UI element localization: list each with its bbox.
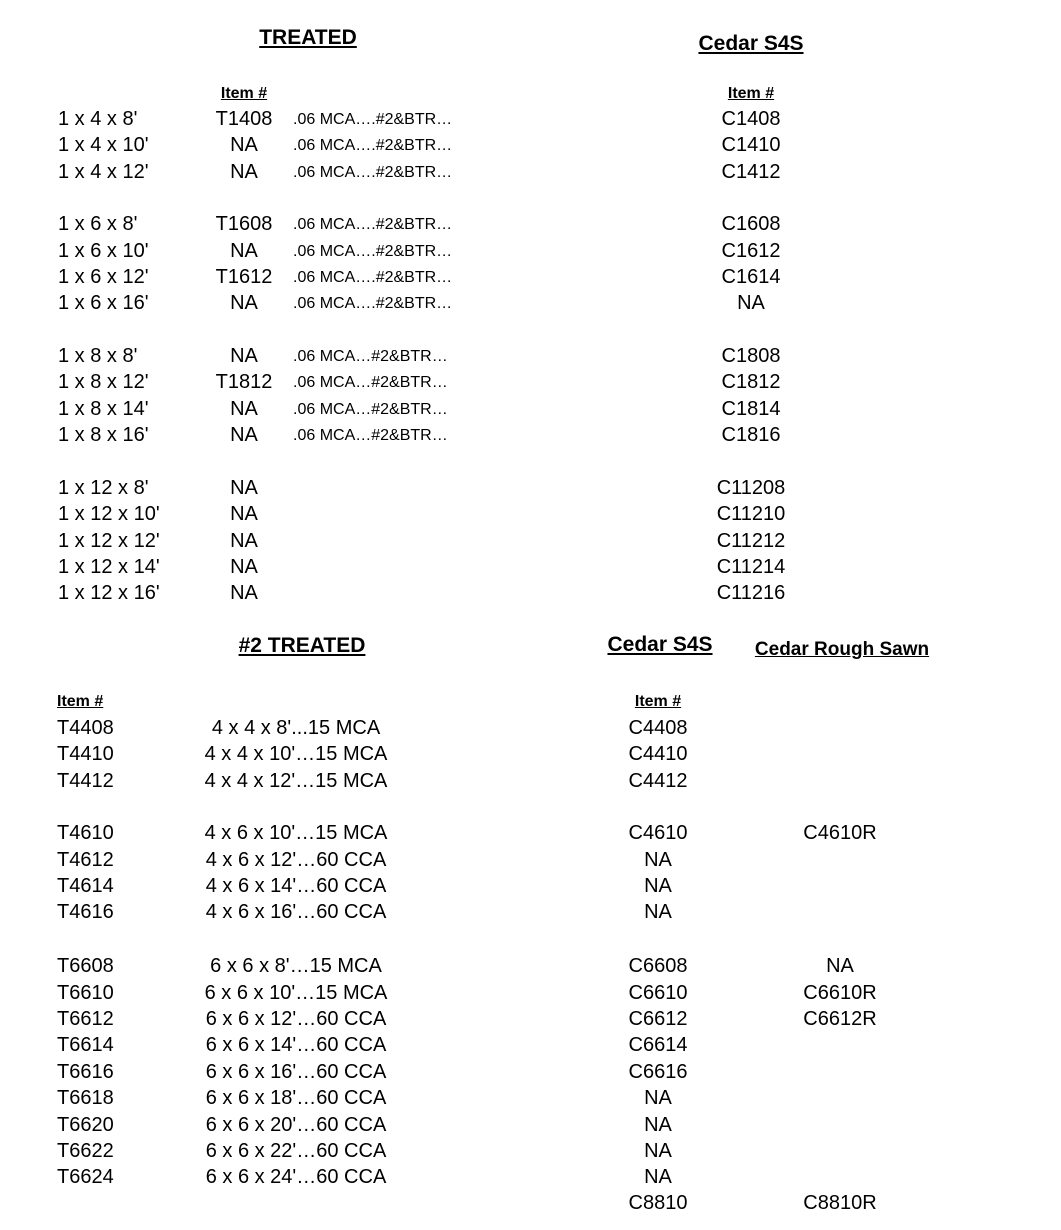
post-cedar-item-cell: C6608 (628, 955, 688, 977)
cedar-item-cell: C1614 (721, 266, 781, 288)
treated-size-cell: 1 x 12 x 16' (58, 582, 160, 604)
post-item-cell: T6624 (57, 1166, 114, 1188)
treated-item-cell: NA (230, 240, 258, 262)
post-description-cell: 4 x 4 x 10'…15 MCA (204, 743, 388, 765)
treated-size-cell: 1 x 12 x 12' (58, 530, 160, 552)
post-description-cell: 4 x 6 x 10'…15 MCA (204, 822, 388, 844)
post-item-cell: T6618 (57, 1087, 114, 1109)
post-cedar-item-number-header: Item # (634, 693, 682, 710)
post-item-cell: T6612 (57, 1008, 114, 1030)
post-cedar-item-cell: NA (644, 1166, 672, 1188)
treated-item-cell: NA (230, 530, 258, 552)
treated-size-cell: 1 x 6 x 12' (58, 266, 149, 288)
post-item-cell: T6616 (57, 1061, 114, 1083)
treated-size-cell: 1 x 8 x 14' (58, 398, 149, 420)
treated-item-cell: NA (230, 556, 258, 578)
post-item-cell: T4612 (57, 849, 114, 871)
treated-description-cell: .06 MCA…#2&BTR… (293, 374, 448, 391)
treated-item-cell: NA (230, 345, 258, 367)
treated-description-cell: .06 MCA…#2&BTR… (293, 348, 448, 365)
treated-description-cell: .06 MCA….#2&BTR… (293, 164, 453, 181)
post-cedar-item-cell: C6610 (628, 982, 688, 1004)
post-cedar-item-cell: C8810 (628, 1192, 688, 1214)
post-cedar-item-cell: NA (644, 1140, 672, 1162)
cedar-item-cell: C1816 (721, 424, 781, 446)
post-item-cell: T6608 (57, 955, 114, 977)
treated-item-cell: NA (230, 503, 258, 525)
post-cedar-item-cell: C6616 (628, 1061, 688, 1083)
post-cedar-item-cell: C6612 (628, 1008, 688, 1030)
cedar-item-cell: C1608 (721, 213, 781, 235)
treated-size-cell: 1 x 4 x 8' (58, 108, 138, 130)
treated-item-cell: NA (230, 161, 258, 183)
treated-item-cell: T1612 (215, 266, 273, 288)
treated-description-cell: .06 MCA…#2&BTR… (293, 427, 448, 444)
cedar-s4s-title: Cedar S4S (698, 32, 804, 55)
cedar-item-cell: C11208 (716, 477, 786, 499)
post-item-cell: T6622 (57, 1140, 114, 1162)
treated-description-cell: .06 MCA….#2&BTR… (293, 137, 453, 154)
treated-size-cell: 1 x 4 x 12' (58, 161, 149, 183)
post-description-cell: 6 x 6 x 20'…60 CCA (205, 1114, 387, 1136)
cedar-item-cell: C11216 (716, 582, 786, 604)
number-2-treated-title: #2 TREATED (238, 634, 366, 657)
treated-size-cell: 1 x 4 x 10' (58, 134, 149, 156)
post-description-cell: 6 x 6 x 8'…15 MCA (210, 955, 382, 977)
post-cedar-item-cell: C4412 (628, 770, 688, 792)
treated-size-cell: 1 x 6 x 8' (58, 213, 138, 235)
post-item-cell: T6620 (57, 1114, 114, 1136)
cedar-item-cell: C1814 (721, 398, 781, 420)
post-description-cell: 4 x 4 x 12'…15 MCA (204, 770, 388, 792)
post-rough-sawn-cell: NA (826, 955, 854, 977)
cedar-s4s-posts-title: Cedar S4S (607, 633, 713, 656)
treated-size-cell: 1 x 12 x 10' (58, 503, 160, 525)
treated-size-cell: 1 x 8 x 8' (58, 345, 138, 367)
post-item-cell: T4412 (57, 770, 114, 792)
post-description-cell: 6 x 6 x 24'…60 CCA (205, 1166, 387, 1188)
post-cedar-item-cell: NA (644, 875, 672, 897)
cedar-item-cell: C11214 (716, 556, 786, 578)
post-rough-sawn-cell: C4610R (803, 822, 877, 844)
treated-description-cell: .06 MCA….#2&BTR… (293, 111, 453, 128)
cedar-item-cell: NA (737, 292, 765, 314)
treated-size-cell: 1 x 12 x 14' (58, 556, 160, 578)
cedar-item-cell: C1410 (721, 134, 781, 156)
post-item-cell: T6614 (57, 1034, 114, 1056)
treated-size-cell: 1 x 6 x 16' (58, 292, 149, 314)
cedar-item-cell: C1408 (721, 108, 781, 130)
treated-size-cell: 1 x 12 x 8' (58, 477, 149, 499)
post-description-cell: 6 x 6 x 10'…15 MCA (204, 982, 388, 1004)
treated-item-cell: NA (230, 398, 258, 420)
post-description-cell: 6 x 6 x 16'…60 CCA (205, 1061, 387, 1083)
cedar-item-cell: C11212 (716, 530, 786, 552)
treated-size-cell: 1 x 6 x 10' (58, 240, 149, 262)
treated-item-cell: T1812 (215, 371, 273, 393)
treated-item-cell: NA (230, 424, 258, 446)
post-rough-sawn-cell: C6612R (803, 1008, 877, 1030)
cedar-item-number-header: Item # (727, 85, 775, 102)
treated-description-cell: .06 MCA….#2&BTR… (293, 216, 453, 233)
post-item-number-header: Item # (57, 693, 104, 710)
post-description-cell: 4 x 6 x 12'…60 CCA (205, 849, 387, 871)
post-description-cell: 6 x 6 x 18'…60 CCA (205, 1087, 387, 1109)
treated-title: TREATED (259, 26, 357, 49)
post-description-cell: 4 x 6 x 16'…60 CCA (205, 901, 387, 923)
post-description-cell: 6 x 6 x 12'…60 CCA (205, 1008, 387, 1030)
post-rough-sawn-cell: C6610R (803, 982, 877, 1004)
post-description-cell: 4 x 6 x 14'…60 CCA (205, 875, 387, 897)
treated-item-cell: NA (230, 134, 258, 156)
treated-item-cell: T1408 (215, 108, 273, 130)
post-description-cell: 6 x 6 x 22'…60 CCA (205, 1140, 387, 1162)
post-rough-sawn-cell: C8810R (803, 1192, 877, 1214)
treated-description-cell: .06 MCA….#2&BTR… (293, 243, 453, 260)
treated-description-cell: .06 MCA….#2&BTR… (293, 295, 453, 312)
treated-size-cell: 1 x 8 x 12' (58, 371, 149, 393)
cedar-item-cell: C1812 (721, 371, 781, 393)
post-cedar-item-cell: NA (644, 849, 672, 871)
post-item-cell: T4616 (57, 901, 114, 923)
post-item-cell: T6610 (57, 982, 114, 1004)
post-description-cell: 4 x 4 x 8'...15 MCA (211, 717, 381, 739)
post-description-cell: 6 x 6 x 14'…60 CCA (205, 1034, 387, 1056)
cedar-item-cell: C1412 (721, 161, 781, 183)
treated-description-cell: .06 MCA….#2&BTR… (293, 269, 453, 286)
treated-item-cell: NA (230, 477, 258, 499)
cedar-item-cell: C1612 (721, 240, 781, 262)
item-number-header: Item # (220, 85, 268, 102)
post-item-cell: T4410 (57, 743, 114, 765)
post-cedar-item-cell: C4410 (628, 743, 688, 765)
treated-size-cell: 1 x 8 x 16' (58, 424, 149, 446)
treated-item-cell: T1608 (215, 213, 273, 235)
post-cedar-item-cell: C6614 (628, 1034, 688, 1056)
post-cedar-item-cell: NA (644, 1114, 672, 1136)
post-item-cell: T4614 (57, 875, 114, 897)
cedar-rough-sawn-title: Cedar Rough Sawn (754, 639, 930, 660)
treated-description-cell: .06 MCA…#2&BTR… (293, 401, 448, 418)
post-cedar-item-cell: C4610 (628, 822, 688, 844)
treated-item-cell: NA (230, 582, 258, 604)
treated-item-cell: NA (230, 292, 258, 314)
cedar-item-cell: C1808 (721, 345, 781, 367)
cedar-item-cell: C11210 (716, 503, 786, 525)
post-cedar-item-cell: NA (644, 1087, 672, 1109)
post-item-cell: T4610 (57, 822, 114, 844)
post-cedar-item-cell: C4408 (628, 717, 688, 739)
post-item-cell: T4408 (57, 717, 114, 739)
post-cedar-item-cell: NA (644, 901, 672, 923)
